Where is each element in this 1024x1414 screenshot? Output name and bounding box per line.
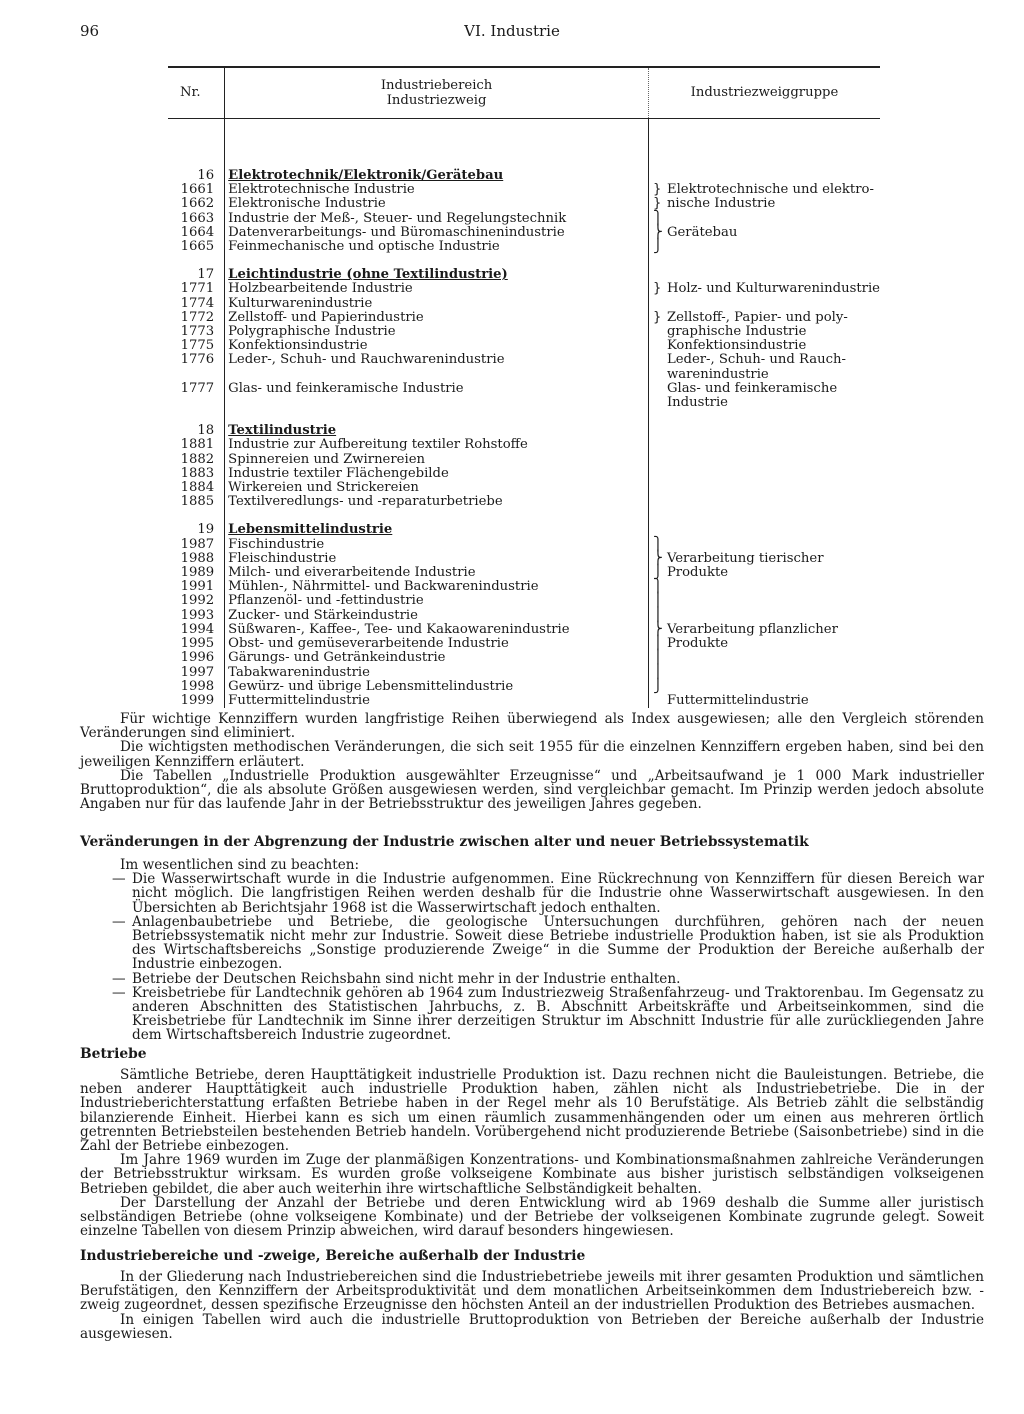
paragraph: In der Gliederung nach Industriebereichen sind die Industriebetriebe jeweils mit ihrer gesamten Produktion und sämtlichen Berufstätigen, den Kennziffern der Arbeitsproduktivität und dem monatlichen Arbeitseinkommen dem Industriebereich bzw. -zweig zugeordnet, dessen spezifische Erzeugnisse den höchsten Anteil an der industriellen Produktion des Betriebes ausmachen. bbox=[80, 1269, 984, 1314]
table-cell-industriezweig: Feinmechanische und optische Industrie bbox=[225, 240, 649, 254]
brace-icon: } bbox=[652, 309, 662, 325]
paragraph: Im Jahre 1969 wurden im Zuge der planmäßigen Konzentrations- und Kombinationsmaßnahmen zahlreiche Veränderungen der Betriebsstruktur wirksam. Es wurden große volkseigene Kombinate aus bisher juristisch selbständigen volkseigenen Betrieben gebildet, die aber auch weiterhin ihre wirtschaftliche Selbständigkeit behalten. bbox=[80, 1152, 984, 1197]
table-cell-industriezweiggruppe bbox=[648, 240, 880, 254]
table-spacer-row bbox=[168, 410, 880, 424]
table-group-header-row bbox=[168, 268, 880, 282]
table-cell-industriezweiggruppe bbox=[648, 453, 880, 467]
table-cell-industriezweiggruppe bbox=[648, 197, 880, 211]
table-cell-nr: 1777 bbox=[180, 380, 215, 396]
table-cell-industriezweiggruppe bbox=[648, 552, 880, 566]
table-cell-nr: 1774 bbox=[180, 295, 215, 311]
page-number: 96 bbox=[80, 22, 100, 40]
table-row bbox=[168, 467, 880, 481]
table-cell-nr: 17 bbox=[197, 267, 215, 283]
group-label: Elektrotechnische und elektro- bbox=[666, 182, 874, 198]
brace-icon: ⎫ bbox=[652, 210, 663, 226]
brace-icon: ⎭ bbox=[652, 239, 663, 255]
list-item: — Kreisbetriebe für Landtechnik gehören ab 1964 zum Industriezweig Straßenfahrzeug- und Traktorenbau. Im Gegensatz zu anderen Abschnitten des Statistischen Jahrbuchs, z. B. Abschnitt Arbeitskräfte und Arbeitseinkommen, sind die Kreisbetriebe für Landtechnik im Sinne ihrer derzeitigen Struktur im Abschnitt Industrie für alle zurückliegenden Jahre dem Wirtschaftsbereich Industrie zugeordnet. bbox=[80, 986, 984, 1043]
table-cell-nr: 1991 bbox=[180, 579, 215, 595]
table-row bbox=[168, 212, 880, 226]
table-row bbox=[168, 666, 880, 680]
table-cell-nr: 18 bbox=[197, 423, 215, 439]
table-cell-industriezweiggruppe bbox=[648, 651, 880, 665]
group-label: nische Industrie bbox=[666, 196, 776, 212]
table-cell-industriezweiggruppe bbox=[648, 637, 880, 651]
table-row bbox=[168, 282, 880, 296]
group-label: Verarbeitung tierischer bbox=[666, 550, 824, 566]
table-cell-industriezweiggruppe bbox=[648, 311, 880, 325]
table-cell-industriezweiggruppe bbox=[648, 538, 880, 552]
table-cell bbox=[168, 410, 225, 424]
brace-icon: } bbox=[652, 196, 662, 212]
table-cell-nr: 1775 bbox=[180, 338, 215, 354]
table-cell-nr: 1661 bbox=[180, 182, 215, 198]
group-label: warenindustrie bbox=[666, 366, 769, 382]
section-abgrenzung-text bbox=[80, 858, 984, 1043]
table-row bbox=[168, 382, 880, 396]
table-row bbox=[168, 353, 880, 367]
table-row bbox=[168, 453, 880, 467]
table-cell-nr: 19 bbox=[197, 522, 215, 538]
brace-icon: ⎪ bbox=[652, 607, 663, 623]
table-cell-nr: 1992 bbox=[180, 593, 215, 609]
table-cell-nr: 1988 bbox=[180, 550, 215, 566]
table-cell-industriezweig: Textilindustrie bbox=[225, 424, 649, 438]
table-row bbox=[168, 325, 880, 339]
brace-icon: } bbox=[652, 281, 662, 297]
table-cell-nr: 1998 bbox=[180, 678, 215, 694]
table-row bbox=[168, 297, 880, 311]
table-cell-industriezweiggruppe bbox=[648, 339, 880, 353]
table-cell-industriezweiggruppe bbox=[648, 495, 880, 509]
table-cell-industriezweig: Industrie textiler Flächengebilde bbox=[225, 467, 649, 481]
table-cell-industriezweiggruppe bbox=[648, 183, 880, 197]
table-cell-industriezweiggruppe bbox=[648, 424, 880, 438]
table-row bbox=[168, 495, 880, 509]
group-label: Produkte bbox=[666, 565, 729, 581]
table-cell-industriezweig: Lebensmittelindustrie bbox=[225, 523, 649, 537]
table-cell-industriezweiggruppe bbox=[648, 353, 880, 367]
intro-paragraph: Die Tabellen „Industrielle Produktion ausgewählter Erzeugnisse“ und „Arbeitsaufwand je 1 000 Mark industrieller Bruttoproduktion“, die als absolute Größen ausgewiesen werden, sind vergleichbar gemacht. Im Prinzip werden jedoch absolute Angaben nur für das laufende Jahr in der Betriebsstruktur des jeweiligen Jahres gegeben. bbox=[80, 767, 984, 813]
group-label: Holz- und Kulturwarenindustrie bbox=[666, 281, 880, 297]
brace-icon: ⎭ bbox=[652, 565, 663, 581]
table-row bbox=[168, 339, 880, 353]
table-cell-nr: 1997 bbox=[180, 664, 215, 680]
table-group-header-row bbox=[168, 424, 880, 438]
group-label: Industrie bbox=[666, 395, 728, 411]
table-cell-industriezweig bbox=[225, 368, 649, 382]
table-cell-industriezweiggruppe bbox=[648, 566, 880, 580]
column-header-industriebereich: Industriebereich Industriezweig bbox=[225, 67, 649, 119]
table-cell-industriezweig: Fleischindustrie bbox=[225, 552, 649, 566]
table-row bbox=[168, 694, 880, 708]
table-cell-industriezweig: Pflanzenöl- und -fettindustrie bbox=[225, 594, 649, 608]
brace-icon: ⎪ bbox=[652, 664, 663, 680]
table-cell-industriezweig: Mühlen-, Nährmittel- und Backwarenindustrie bbox=[225, 580, 649, 594]
table-cell bbox=[168, 254, 225, 268]
table-row bbox=[168, 566, 880, 580]
table-cell-industriezweiggruppe bbox=[648, 467, 880, 481]
table-cell-industriezweig: Wirkereien und Strickereien bbox=[225, 481, 649, 495]
brace-icon: ⎭ bbox=[652, 678, 663, 694]
table-cell-industriezweig: Textilveredlungs- und -reparaturbetriebe bbox=[225, 495, 649, 509]
table-cell-industriezweiggruppe bbox=[648, 268, 880, 282]
brace-icon: ⎪ bbox=[652, 650, 663, 666]
group-label: Produkte bbox=[666, 636, 729, 652]
table-cell-industriezweiggruppe bbox=[648, 609, 880, 623]
table-cell-industriezweig: Tabakwarenindustrie bbox=[225, 666, 649, 680]
table-cell-industriezweiggruppe bbox=[648, 438, 880, 452]
column-header-nr: Nr. bbox=[168, 67, 225, 119]
brace-icon: ⎬ bbox=[652, 224, 663, 240]
table-cell bbox=[648, 410, 880, 424]
brace-icon: ⎫ bbox=[652, 536, 663, 552]
section-heading-industriebereiche: Industriebereiche und -zweige, Bereiche außerhalb der Industrie bbox=[80, 1248, 586, 1264]
paragraph: Der Darstellung der Anzahl der Betriebe und deren Entwicklung wird ab 1969 deshalb die Summe aller juristisch selbständigen Betriebe (ohne volkseigene Kombinate) und der Betriebe der volkseigenen Kombinate zugrunde gelegt. Soweit einzelne Tabellen von diesem Prinzip abweichen, wird darauf besonders hingewiesen. bbox=[80, 1194, 984, 1240]
table-cell-industriezweig: Konfektionsindustrie bbox=[225, 339, 649, 353]
table-cell-industriezweiggruppe bbox=[648, 368, 880, 382]
table-cell-nr: 1882 bbox=[180, 451, 215, 467]
table-cell-nr: 1989 bbox=[180, 565, 215, 581]
table-cell-industriezweig bbox=[225, 396, 649, 410]
table-row bbox=[168, 481, 880, 495]
table-cell-nr: 1993 bbox=[180, 607, 215, 623]
paragraph: Sämtliche Betriebe, deren Haupttätigkeit industrielle Produktion ist. Dazu rechnen nicht die Bauleistungen. Betriebe, die neben anderer Haupttätigkeit auch industrielle Produktion haben, zählen nicht als Industriebetriebe. Die in der Industrieberichterstattung erfaßten Betriebe haben in der Regel mehr als 10 Berufstätige. Als Betrieb zählt die selbständig bilanzierende Einheit. Hierbei kann es sich um einen räumlich zusammenhängenden oder um einen aus mehreren örtlich getrennten Betriebsteilen bestehenden Betrieb handeln. Vorübergehend nicht produzierende Betriebe (Saisonbetriebe) sind in die Zahl der Betriebe einbezogen. bbox=[80, 1067, 984, 1155]
table-spacer-row bbox=[168, 509, 880, 523]
table-cell-nr: 1994 bbox=[180, 621, 215, 637]
table-row bbox=[168, 538, 880, 552]
table-row bbox=[168, 623, 880, 637]
section-heading-abgrenzung: Veränderungen in der Abgrenzung der Industrie zwischen alter und neuer Betriebssystematik bbox=[80, 834, 809, 850]
brace-icon: ⎫ bbox=[652, 579, 663, 595]
table-cell-industriezweig: Zucker- und Stärkeindustrie bbox=[225, 609, 649, 623]
page-title: VI. Industrie bbox=[464, 22, 560, 40]
table-cell-industriezweig: Obst- und gemüseverarbeitende Industrie bbox=[225, 637, 649, 651]
table-cell-industriezweig: Elektrotechnik/Elektronik/Gerätebau bbox=[225, 119, 649, 184]
table-cell-industriezweig: Futtermittelindustrie bbox=[225, 694, 649, 708]
brace-icon: ⎪ bbox=[652, 593, 663, 609]
table-cell-industriezweiggruppe bbox=[648, 212, 880, 226]
section-heading-betriebe: Betriebe bbox=[80, 1046, 147, 1062]
table-body bbox=[168, 119, 880, 709]
table-cell bbox=[648, 509, 880, 523]
table-cell-nr: 1885 bbox=[180, 494, 215, 510]
table-row bbox=[168, 552, 880, 566]
table-cell-nr: 1663 bbox=[180, 210, 215, 226]
table-cell-industriezweig: Zellstoff- und Papierindustrie bbox=[225, 311, 649, 325]
brace-icon: } bbox=[652, 182, 662, 198]
table-cell-industriezweiggruppe bbox=[648, 481, 880, 495]
table-row bbox=[168, 311, 880, 325]
table-cell-nr: 1665 bbox=[180, 239, 215, 255]
table-cell-nr: 1883 bbox=[180, 465, 215, 481]
table-cell-industriezweiggruppe bbox=[648, 382, 880, 396]
group-label: Konfektionsindustrie bbox=[666, 338, 807, 354]
table-cell-industriezweig: Kulturwarenindustrie bbox=[225, 297, 649, 311]
table-header-row bbox=[168, 67, 880, 119]
table-group-header-row bbox=[168, 119, 880, 184]
table-cell-industriezweig: Leichtindustrie (ohne Textilindustrie) bbox=[225, 268, 649, 282]
table-cell-nr: 1995 bbox=[180, 636, 215, 652]
table-row bbox=[168, 183, 880, 197]
table-row bbox=[168, 396, 880, 410]
table-cell-industriezweig: Fischindustrie bbox=[225, 538, 649, 552]
table-cell-industriezweig: Datenverarbeitungs- und Büromaschinenindustrie bbox=[225, 226, 649, 240]
table-row bbox=[168, 594, 880, 608]
table-cell-industriezweiggruppe bbox=[648, 325, 880, 339]
table-row bbox=[168, 609, 880, 623]
group-label: Gerätebau bbox=[666, 224, 738, 240]
intro-paragraph: Die wichtigsten methodischen Veränderungen, die sich seit 1955 für die einzelnen Kennziffern ergeben haben, sind bei den jeweiligen Kennziffern erläutert. bbox=[80, 739, 984, 770]
table-cell-industriezweig: Süßwaren-, Kaffee-, Tee- und Kakaowarenindustrie bbox=[225, 623, 649, 637]
table-cell-industriezweiggruppe bbox=[648, 282, 880, 296]
table-cell-nr: 1996 bbox=[180, 650, 215, 666]
table-cell-industriezweig: Leder-, Schuh- und Rauchwarenindustrie bbox=[225, 353, 649, 367]
table-cell-industriezweig: Gewürz- und übrige Lebensmittelindustrie bbox=[225, 680, 649, 694]
table-cell-industriezweiggruppe bbox=[648, 396, 880, 410]
table-cell-industriezweiggruppe bbox=[648, 523, 880, 537]
column-header-industriezweiggruppe: Industriezweiggruppe bbox=[648, 67, 880, 119]
table-row bbox=[168, 226, 880, 240]
table-cell-industriezweig: Elektrotechnische Industrie bbox=[225, 183, 649, 197]
table-cell-industriezweiggruppe bbox=[648, 580, 880, 594]
table-spacer-row bbox=[168, 254, 880, 268]
table-cell-industriezweig: Glas- und feinkeramische Industrie bbox=[225, 382, 649, 396]
table-row bbox=[168, 651, 880, 665]
paragraph: In einigen Tabellen wird auch die industrielle Bruttoproduktion von Betrieben der Bereiche außerhalb der Industrie ausgewiesen. bbox=[80, 1311, 984, 1342]
intro-paragraph: Für wichtige Kennziffern wurden langfristige Reihen überwiegend als Index ausgewiesen; alle den Vergleich störenden Veränderungen sind eliminiert. bbox=[80, 711, 984, 742]
group-label: Glas- und feinkeramische bbox=[666, 380, 838, 396]
list-item: — Betriebe der Deutschen Reichsbahn sind nicht mehr in der Industrie enthalten. bbox=[80, 972, 984, 986]
table-cell-nr: 1771 bbox=[180, 281, 215, 297]
table-cell-nr bbox=[168, 396, 225, 410]
list-item: — Anlagenbaubetriebe und Betriebe, die geologische Untersuchungen durchführen, gehören nach der neuen Betriebssystematik nicht mehr zur Industrie. Soweit diese Betriebe industrielle Produktion haben, ist sie als Produktion des Wirtschaftsbereichs „Sonstige produzierende Zweige“ in die Summe der Produktion der Bereiche außerhalb der Industrie einbezogen. bbox=[80, 915, 984, 972]
group-label: Futtermittelindustrie bbox=[666, 692, 809, 708]
table-cell bbox=[225, 509, 649, 523]
table-group-header-row bbox=[168, 523, 880, 537]
table-cell bbox=[225, 254, 649, 268]
table-cell-industriezweig: Industrie zur Aufbereitung textiler Rohstoffe bbox=[225, 438, 649, 452]
table-row bbox=[168, 368, 880, 382]
table-cell-industriezweiggruppe bbox=[648, 623, 880, 637]
brace-icon: ⎪ bbox=[652, 636, 663, 652]
table-cell bbox=[168, 509, 225, 523]
table-cell-industriezweiggruppe bbox=[648, 226, 880, 240]
table-cell-nr: 1881 bbox=[180, 437, 215, 453]
table-cell-nr: 1987 bbox=[180, 536, 215, 552]
table-cell-industriezweig: Industrie der Meß-, Steuer- und Regelungstechnik bbox=[225, 212, 649, 226]
table-cell-nr: 1662 bbox=[180, 196, 215, 212]
industry-classification-table bbox=[168, 66, 880, 708]
table-cell bbox=[225, 410, 649, 424]
table-cell-industriezweiggruppe bbox=[648, 594, 880, 608]
table-cell-industriezweig: Elektronische Industrie bbox=[225, 197, 649, 211]
table-cell-nr bbox=[168, 368, 225, 382]
table-cell-industriezweig: Spinnereien und Zwirnereien bbox=[225, 453, 649, 467]
table-cell-nr: 1664 bbox=[180, 224, 215, 240]
section-lead: Im wesentlichen sind zu beachten: bbox=[120, 857, 360, 873]
brace-icon: ⎬ bbox=[652, 550, 663, 566]
group-label: graphische Industrie bbox=[666, 324, 807, 340]
change-list bbox=[80, 872, 984, 1042]
group-label: Leder-, Schuh- und Rauch- bbox=[666, 352, 846, 368]
table-cell-industriezweig: Milch- und eiverarbeitende Industrie bbox=[225, 566, 649, 580]
table-cell-industriezweiggruppe bbox=[648, 666, 880, 680]
table-cell-industriezweiggruppe bbox=[648, 680, 880, 694]
table-row bbox=[168, 197, 880, 211]
table-cell-nr: 1772 bbox=[180, 309, 215, 325]
table-cell-industriezweiggruppe bbox=[648, 297, 880, 311]
table-row bbox=[168, 580, 880, 594]
table-cell-nr: 1776 bbox=[180, 352, 215, 368]
section-industriebereiche-text bbox=[80, 1270, 984, 1341]
section-betriebe-text bbox=[80, 1068, 984, 1238]
table-cell-industriezweig: Polygraphische Industrie bbox=[225, 325, 649, 339]
table-cell-industriezweiggruppe bbox=[648, 119, 880, 184]
list-item: — Die Wasserwirtschaft wurde in die Industrie aufgenommen. Eine Rückrechnung von Kennziffern für diesen Bereich war nicht möglich. Die langfristigen Reihen werden deshalb für die Industrie ohne Wasserwirtschaft ausgewiesen. In den Übersichten ab Berichtsjahr 1968 ist die Wasserwirtschaft jedoch enthalten. bbox=[80, 872, 984, 915]
group-label: Zellstoff-, Papier- und poly- bbox=[666, 309, 848, 325]
table-cell-industriezweig: Gärungs- und Getränkeindustrie bbox=[225, 651, 649, 665]
group-label: Verarbeitung pflanzlicher bbox=[666, 621, 838, 637]
brace-icon: ⎬ bbox=[652, 621, 663, 637]
intro-text bbox=[80, 712, 984, 811]
table-row bbox=[168, 637, 880, 651]
table-cell-nr: 1773 bbox=[180, 324, 215, 340]
table-cell-nr: 1884 bbox=[180, 480, 215, 496]
table-row bbox=[168, 438, 880, 452]
table-row bbox=[168, 680, 880, 694]
table-cell-industriezweig: Holzbearbeitende Industrie bbox=[225, 282, 649, 296]
table-cell-nr: 1999 bbox=[180, 692, 215, 708]
table-cell-industriezweiggruppe bbox=[648, 694, 880, 708]
table-row bbox=[168, 240, 880, 254]
table-cell-nr: 16 bbox=[197, 168, 215, 183]
table-cell bbox=[648, 254, 880, 268]
